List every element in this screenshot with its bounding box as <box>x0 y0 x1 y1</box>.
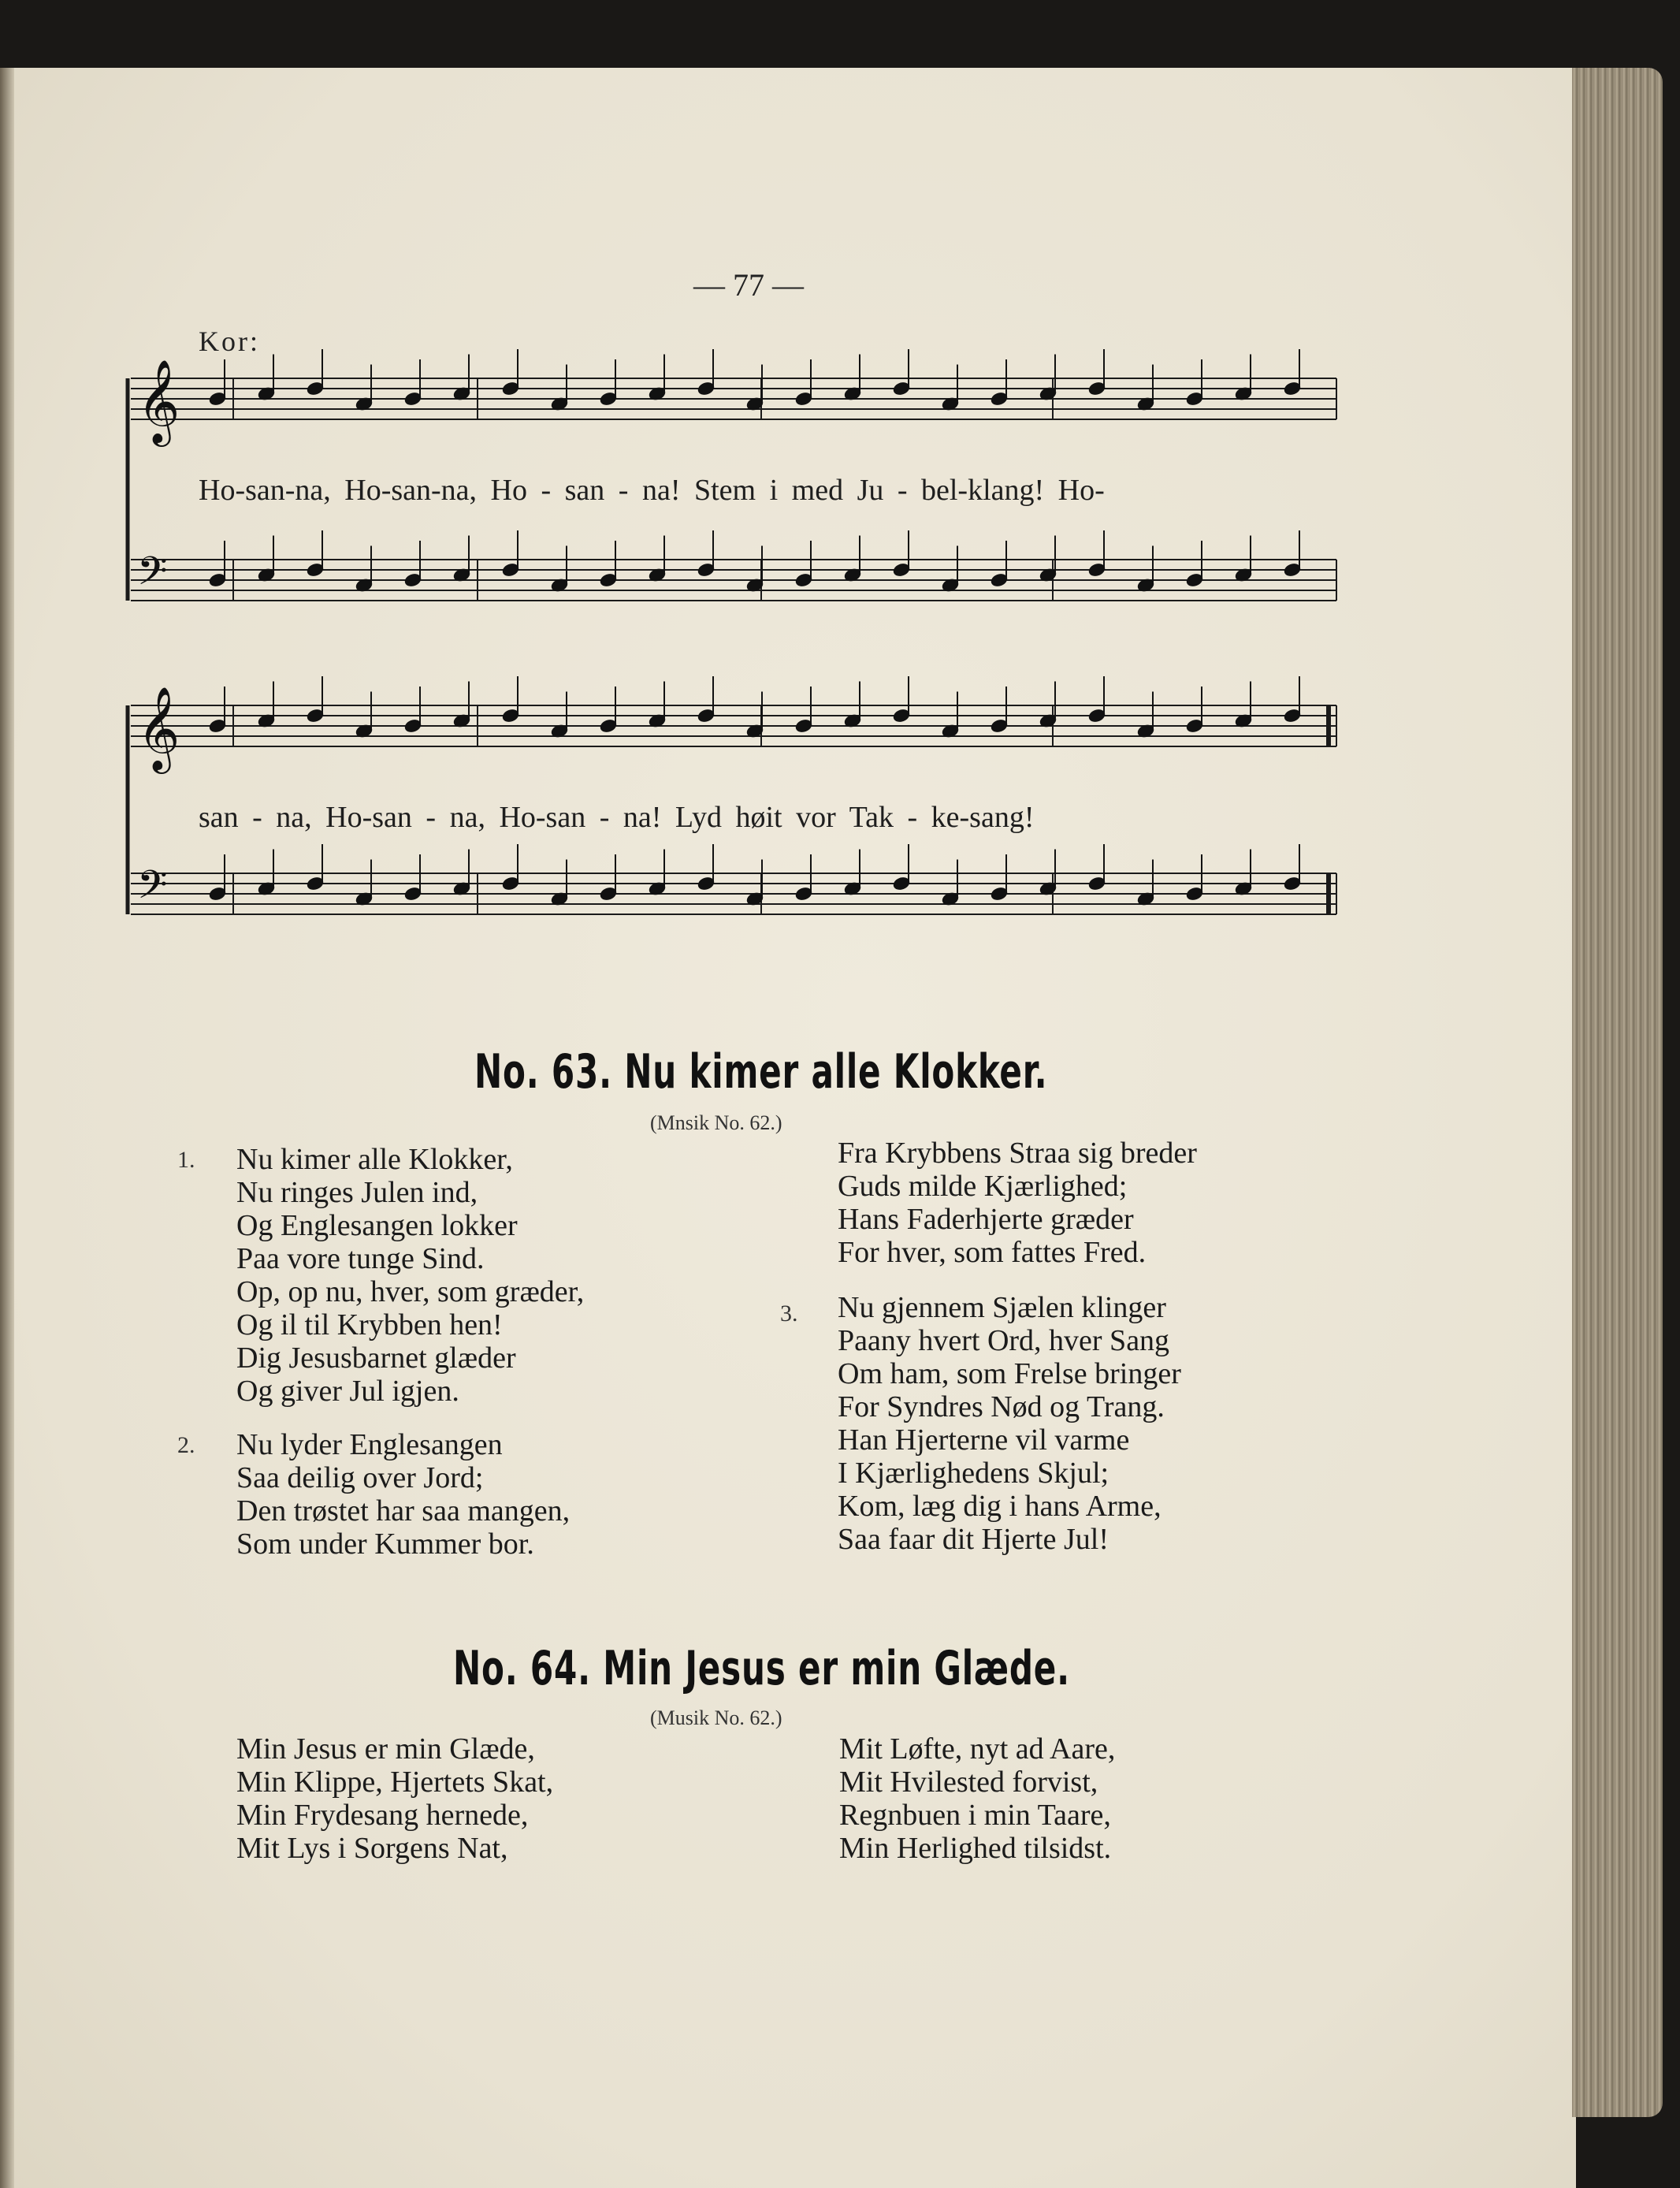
verse-line: Min Herlighed tilsidst. <box>839 1832 1112 1865</box>
verse-line: Og il til Krybben hen! <box>236 1308 503 1341</box>
verse-line: Min Frydesang hernede, <box>236 1799 529 1832</box>
hymn-64-right-column <box>839 1732 1115 1865</box>
bass-clef: 𝄢 <box>137 549 168 604</box>
verse-line: Guds milde Kjærlighed; <box>838 1170 1128 1203</box>
verse-line: Hans Faderhjerte græder <box>838 1203 1134 1236</box>
verse-line: Mit Løfte, nyt ad Aare, <box>839 1732 1116 1766</box>
verse-number: 3. <box>780 1301 798 1327</box>
verse-line: Nu gjennem Sjælen klinger <box>838 1291 1166 1324</box>
hymn-63-verse-2-continued <box>838 1137 1197 1269</box>
hymn-63-verse-3 <box>838 1291 1181 1556</box>
verse-line: Dig Jesusbarnet glæder <box>236 1341 516 1375</box>
verse-line: Min Klippe, Hjertets Skat, <box>236 1766 554 1799</box>
bass-clef: 𝄢 <box>137 862 168 917</box>
verse-line: Nu kimer alle Klokker, <box>236 1143 513 1176</box>
treble-clef: 𝄞 <box>137 359 180 443</box>
verse-line: For Syndres Nød og Trang. <box>838 1390 1165 1423</box>
verse-line: Kom, læg dig i hans Arme, <box>838 1490 1162 1523</box>
verse-line: Min Jesus er min Glæde, <box>236 1732 535 1766</box>
verse-number: 1. <box>177 1147 195 1173</box>
verse-line: Nu ringes Julen ind, <box>236 1176 478 1209</box>
hymn-63-title: No. 63. Nu kimer alle Klokker. <box>474 1044 1048 1100</box>
hymn-63-music-reference: (Mnsik No. 62.) <box>650 1111 782 1134</box>
verse-line: Den trøstet har saa mangen, <box>236 1494 571 1528</box>
verse-line: For hver, som fattes Fred. <box>838 1236 1147 1269</box>
hymn-64-title: No. 64. Min Jesus er min Glæde. <box>453 1641 1070 1696</box>
verse-line: Saa deilig over Jord; <box>236 1461 484 1494</box>
verse-line: Og Englesangen lokker <box>236 1209 518 1242</box>
verse-line: Op, op nu, hver, som græder, <box>236 1275 585 1308</box>
verse-line: Som under Kummer bor. <box>236 1528 534 1561</box>
hymn-63-verse-2 <box>236 1428 570 1561</box>
verse-line: Og giver Jul igjen. <box>236 1375 459 1408</box>
hymn-63-verse-1 <box>236 1143 584 1408</box>
verse-line: Mit Hvilested forvist, <box>839 1766 1098 1799</box>
treble-clef: 𝄞 <box>137 686 180 770</box>
verse-number: 2. <box>177 1432 195 1458</box>
chorus-label: Kor: <box>199 326 260 357</box>
verse-line: I Kjærlighedens Skjul; <box>838 1457 1109 1490</box>
lyrics-line-2: san - na, Ho-san - na, Ho-san - na! Lyd høit vor Tak - ke-sang! <box>199 801 1035 834</box>
page-edges <box>1572 68 1663 2117</box>
hymn-64-music-reference: (Musik No. 62.) <box>650 1706 782 1729</box>
verse-line: Fra Krybbens Straa sig breder <box>838 1137 1197 1170</box>
verse-line: Mit Lys i Sorgens Nat, <box>236 1832 508 1865</box>
hymn-64-left-column <box>236 1732 553 1865</box>
verse-line: Regnbuen i min Taare, <box>839 1799 1111 1832</box>
book-binding <box>0 68 14 2188</box>
verse-line: Nu lyder Englesangen <box>236 1428 503 1461</box>
verse-line: Paa vore tunge Sind. <box>236 1242 485 1275</box>
verse-line: Saa faar dit Hjerte Jul! <box>838 1523 1109 1556</box>
verse-line: Han Hjerterne vil varme <box>838 1423 1130 1457</box>
verse-line: Paany hvert Ord, hver Sang <box>838 1324 1170 1357</box>
lyrics-line-1: Ho-san-na, Ho-san-na, Ho - san - na! Stem i med Ju - bel-klang! Ho- <box>199 474 1105 507</box>
verse-line: Om ham, som Frelse bringer <box>838 1357 1181 1390</box>
music-score <box>117 347 1346 977</box>
page-number: — 77 — <box>693 267 804 303</box>
